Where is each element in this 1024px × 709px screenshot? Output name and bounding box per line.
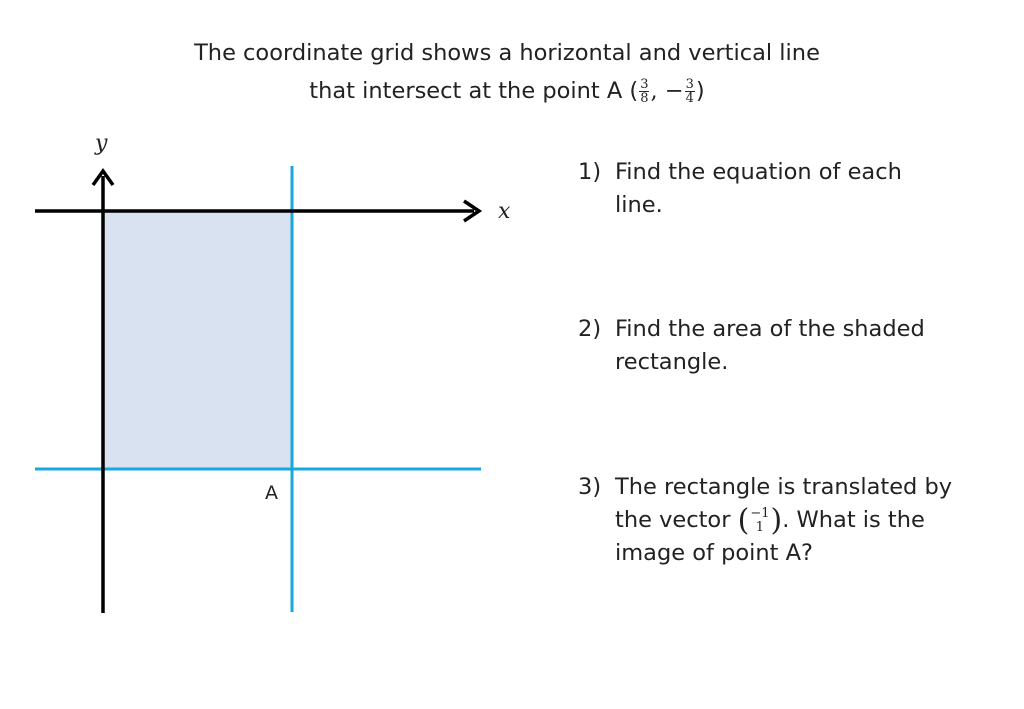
title-line-2-prefix: that intersect at the point A ( <box>309 78 639 104</box>
coordinate-separator: , − <box>650 78 684 104</box>
question-2-number: 2) <box>578 316 602 342</box>
point-a-label: A <box>265 482 278 504</box>
y-axis-label: y <box>95 131 108 156</box>
vector-top: −1 <box>750 505 770 521</box>
question-1-number: 1) <box>578 159 602 185</box>
vector-components <box>749 507 770 535</box>
point-a-x-denominator: 8 <box>640 91 649 106</box>
question-1-text: Find the equation of each line. <box>615 159 902 218</box>
question-3-text <box>615 471 975 570</box>
question-2 <box>578 313 998 379</box>
vector-right-paren-icon: ) <box>770 502 783 538</box>
question-3 <box>578 471 998 570</box>
title-line-1: The coordinate grid shows a horizontal and vertical line <box>194 40 820 66</box>
translation-vector <box>737 502 783 538</box>
vector-bottom: 1 <box>755 519 765 535</box>
question-3-text-after: . What is the image of point A? <box>615 507 925 566</box>
question-2-text: Find the area of the shaded rectangle. <box>615 316 925 375</box>
question-3-number: 3) <box>578 474 602 500</box>
title-line-2-suffix: ) <box>695 78 705 104</box>
point-a-y-numerator: 3 <box>685 77 694 92</box>
point-a-y-fraction <box>685 78 695 105</box>
question-1 <box>578 156 998 222</box>
vector-left-paren-icon: ( <box>737 502 750 538</box>
point-a-x-fraction <box>639 78 649 105</box>
shaded-rectangle <box>103 211 292 469</box>
question-3-text-before: The rectangle is translated by the vector <box>615 474 953 533</box>
point-a-x-numerator: 3 <box>640 77 649 92</box>
x-axis-label: x <box>498 199 511 224</box>
point-a-y-denominator: 4 <box>685 91 694 106</box>
